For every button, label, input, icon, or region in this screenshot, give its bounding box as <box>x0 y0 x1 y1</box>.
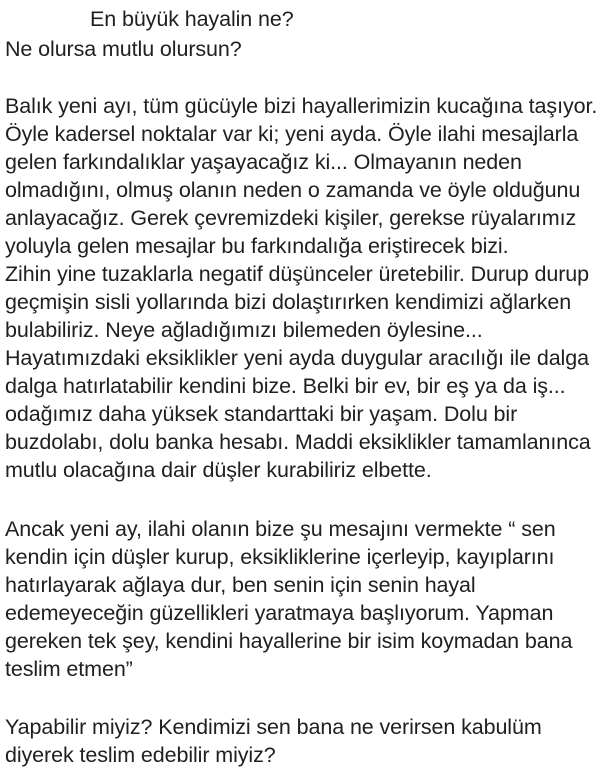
paragraph-line: kendin için düşler kurup, eksikliklerine içerleyip, kayıplarını <box>5 545 555 569</box>
paragraph-line: hatırlayarak ağlaya dur, ben senin için senin hayal <box>5 573 476 597</box>
paragraph-line: edemeyeceğin güzellikleri yaratmaya başlıyorum. Yapman <box>5 601 554 625</box>
paragraph-line: olmadığını, olmuş olanın neden o zamanda ve öyle olduğunu <box>5 178 581 202</box>
paragraph-line: Öyle kadersel noktalar var ki; yeni ayda. Öyle ilahi mesajlarla <box>5 122 579 146</box>
paragraph-line: bulabiliriz. Neye ağladığımızı bilemeden öylesine... <box>5 318 483 342</box>
paragraph-line: teslim etmen” <box>5 657 133 681</box>
paragraph-line: anlayacağız. Gerek çevremizdeki kişiler, gerekse rüyalarımız <box>5 206 577 230</box>
paragraph-line: dalga hatırlatabilir kendini bize. Belki bir ev, bir eş ya da iş... <box>5 374 566 398</box>
paragraph-line: buzdolabı, dolu banka hesabı. Maddi eksiklikler tamamlanınca <box>5 430 591 454</box>
paragraph-line: Balık yeni ayı, tüm gücüyle bizi hayallerimizin kucağına taşıyor. <box>5 94 598 118</box>
intro-line: Ne olursa mutlu olursun? <box>5 37 242 61</box>
paragraph-line: gereken tek şey, kendini hayallerine bir isim koymadan bana <box>5 629 573 653</box>
paragraph-line: odağımız daha yüksek standarttaki bir yaşam. Dolu bir <box>5 402 518 426</box>
paragraph-line: geçmişin sisli yollarında bizi dolaştırırken kendimizi ağlarken <box>5 290 572 314</box>
paragraph-line: gelen farkındalıklar yaşayacağız ki... Olmayanın neden <box>5 150 522 174</box>
paragraph-line: yoluyla gelen mesajlar bu farkındalığa eriştirecek bizi. <box>5 234 509 258</box>
paragraph-line: Hayatımızdaki eksiklikler yeni ayda duygular aracılığı ile dalga <box>5 346 589 370</box>
intro-line: En büyük hayalin ne? <box>90 7 294 31</box>
paragraph-line: Zihin yine tuzaklarla negatif düşünceler üretebilir. Durup durup <box>5 262 589 286</box>
paragraph-line: mutlu olacağına dair düşler kurabiliriz elbette. <box>5 458 432 482</box>
paragraph-line: diyerek teslim edebilir miyiz? <box>5 743 276 767</box>
paragraph-line: Ancak yeni ay, ilahi olanın bize şu mesajını vermekte “ sen <box>5 517 556 541</box>
paragraph-line: Yapabilir miyiz? Kendimizi sen bana ne verirsen kabulüm <box>5 715 542 739</box>
